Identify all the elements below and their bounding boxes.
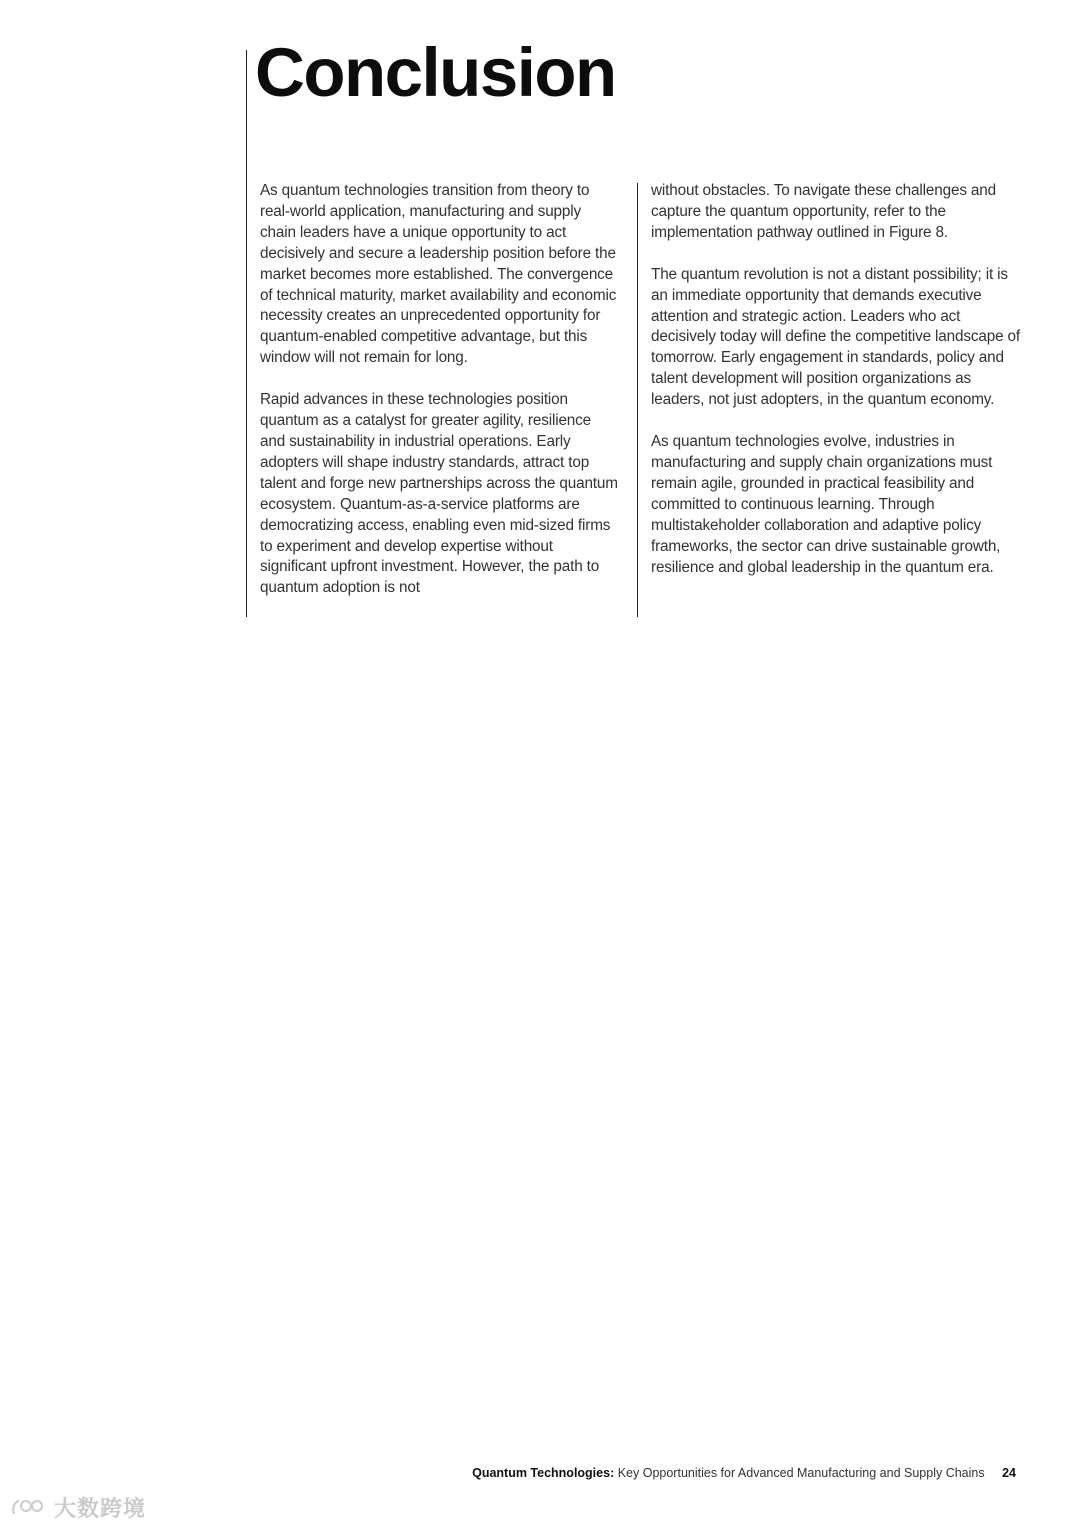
page-footer <box>472 1466 1016 1480</box>
page-number: 24 <box>1002 1466 1016 1480</box>
right-column <box>651 181 1021 599</box>
watermark-logo-icon <box>10 1496 48 1520</box>
left-column <box>260 181 620 620</box>
watermark-text: 大数跨境 <box>54 1496 147 1521</box>
title-rule <box>246 50 247 617</box>
paragraph: As quantum technologies transition from theory to real-world application, manufacturing and supply chain leaders have a unique opportunity to act decisively and secure a leadership position before the market becomes more established. The convergence of technical maturity, market availability and economic necessity creates an unprecedented opportunity for quantum-enabled competitive advantage, but this window will not remain for long. <box>260 182 617 367</box>
paragraph: without obstacles. To navigate these challenges and capture the quantum opportunity, refer to the implementation pathway outlined in Figure 8. <box>651 182 996 241</box>
paragraph: Rapid advances in these technologies position quantum as a catalyst for greater agility, resilience and sustainability in industrial operations. Early adopters will shape industry standards, attract top talent and forge new partnerships across the quantum ecosystem. Quantum-as-a-service platforms are democratizing access, enabling even mid-sized firms to experiment and develop expertise without significant upfront investment. However, the path to quantum adoption is not <box>260 391 618 597</box>
footer-report-title: Key Opportunities for Advanced Manufacturing and Supply Chains <box>617 1466 985 1480</box>
footer-report-title-bold: Quantum Technologies: <box>472 1466 615 1480</box>
paragraph: The quantum revolution is not a distant possibility; it is an immediate opportunity that demands executive attention and strategic action. Leaders who act decisively today will define the competitive landscape of tomorrow. Early engagement in standards, policy and talent development will position organizations as leaders, not just adopters, in the quantum economy. <box>651 265 1020 409</box>
watermark <box>10 1492 146 1523</box>
paragraph: As quantum technologies evolve, industries in manufacturing and supply chain organizations must remain agile, grounded in practical feasibility and committed to continuous learning. Through multistakeholder collaboration and adaptive policy frameworks, the sector can drive sustainable growth, resilience and global leadership in the quantum era. <box>651 433 1001 576</box>
page-title: Conclusion <box>255 34 616 111</box>
column-divider <box>637 183 638 617</box>
